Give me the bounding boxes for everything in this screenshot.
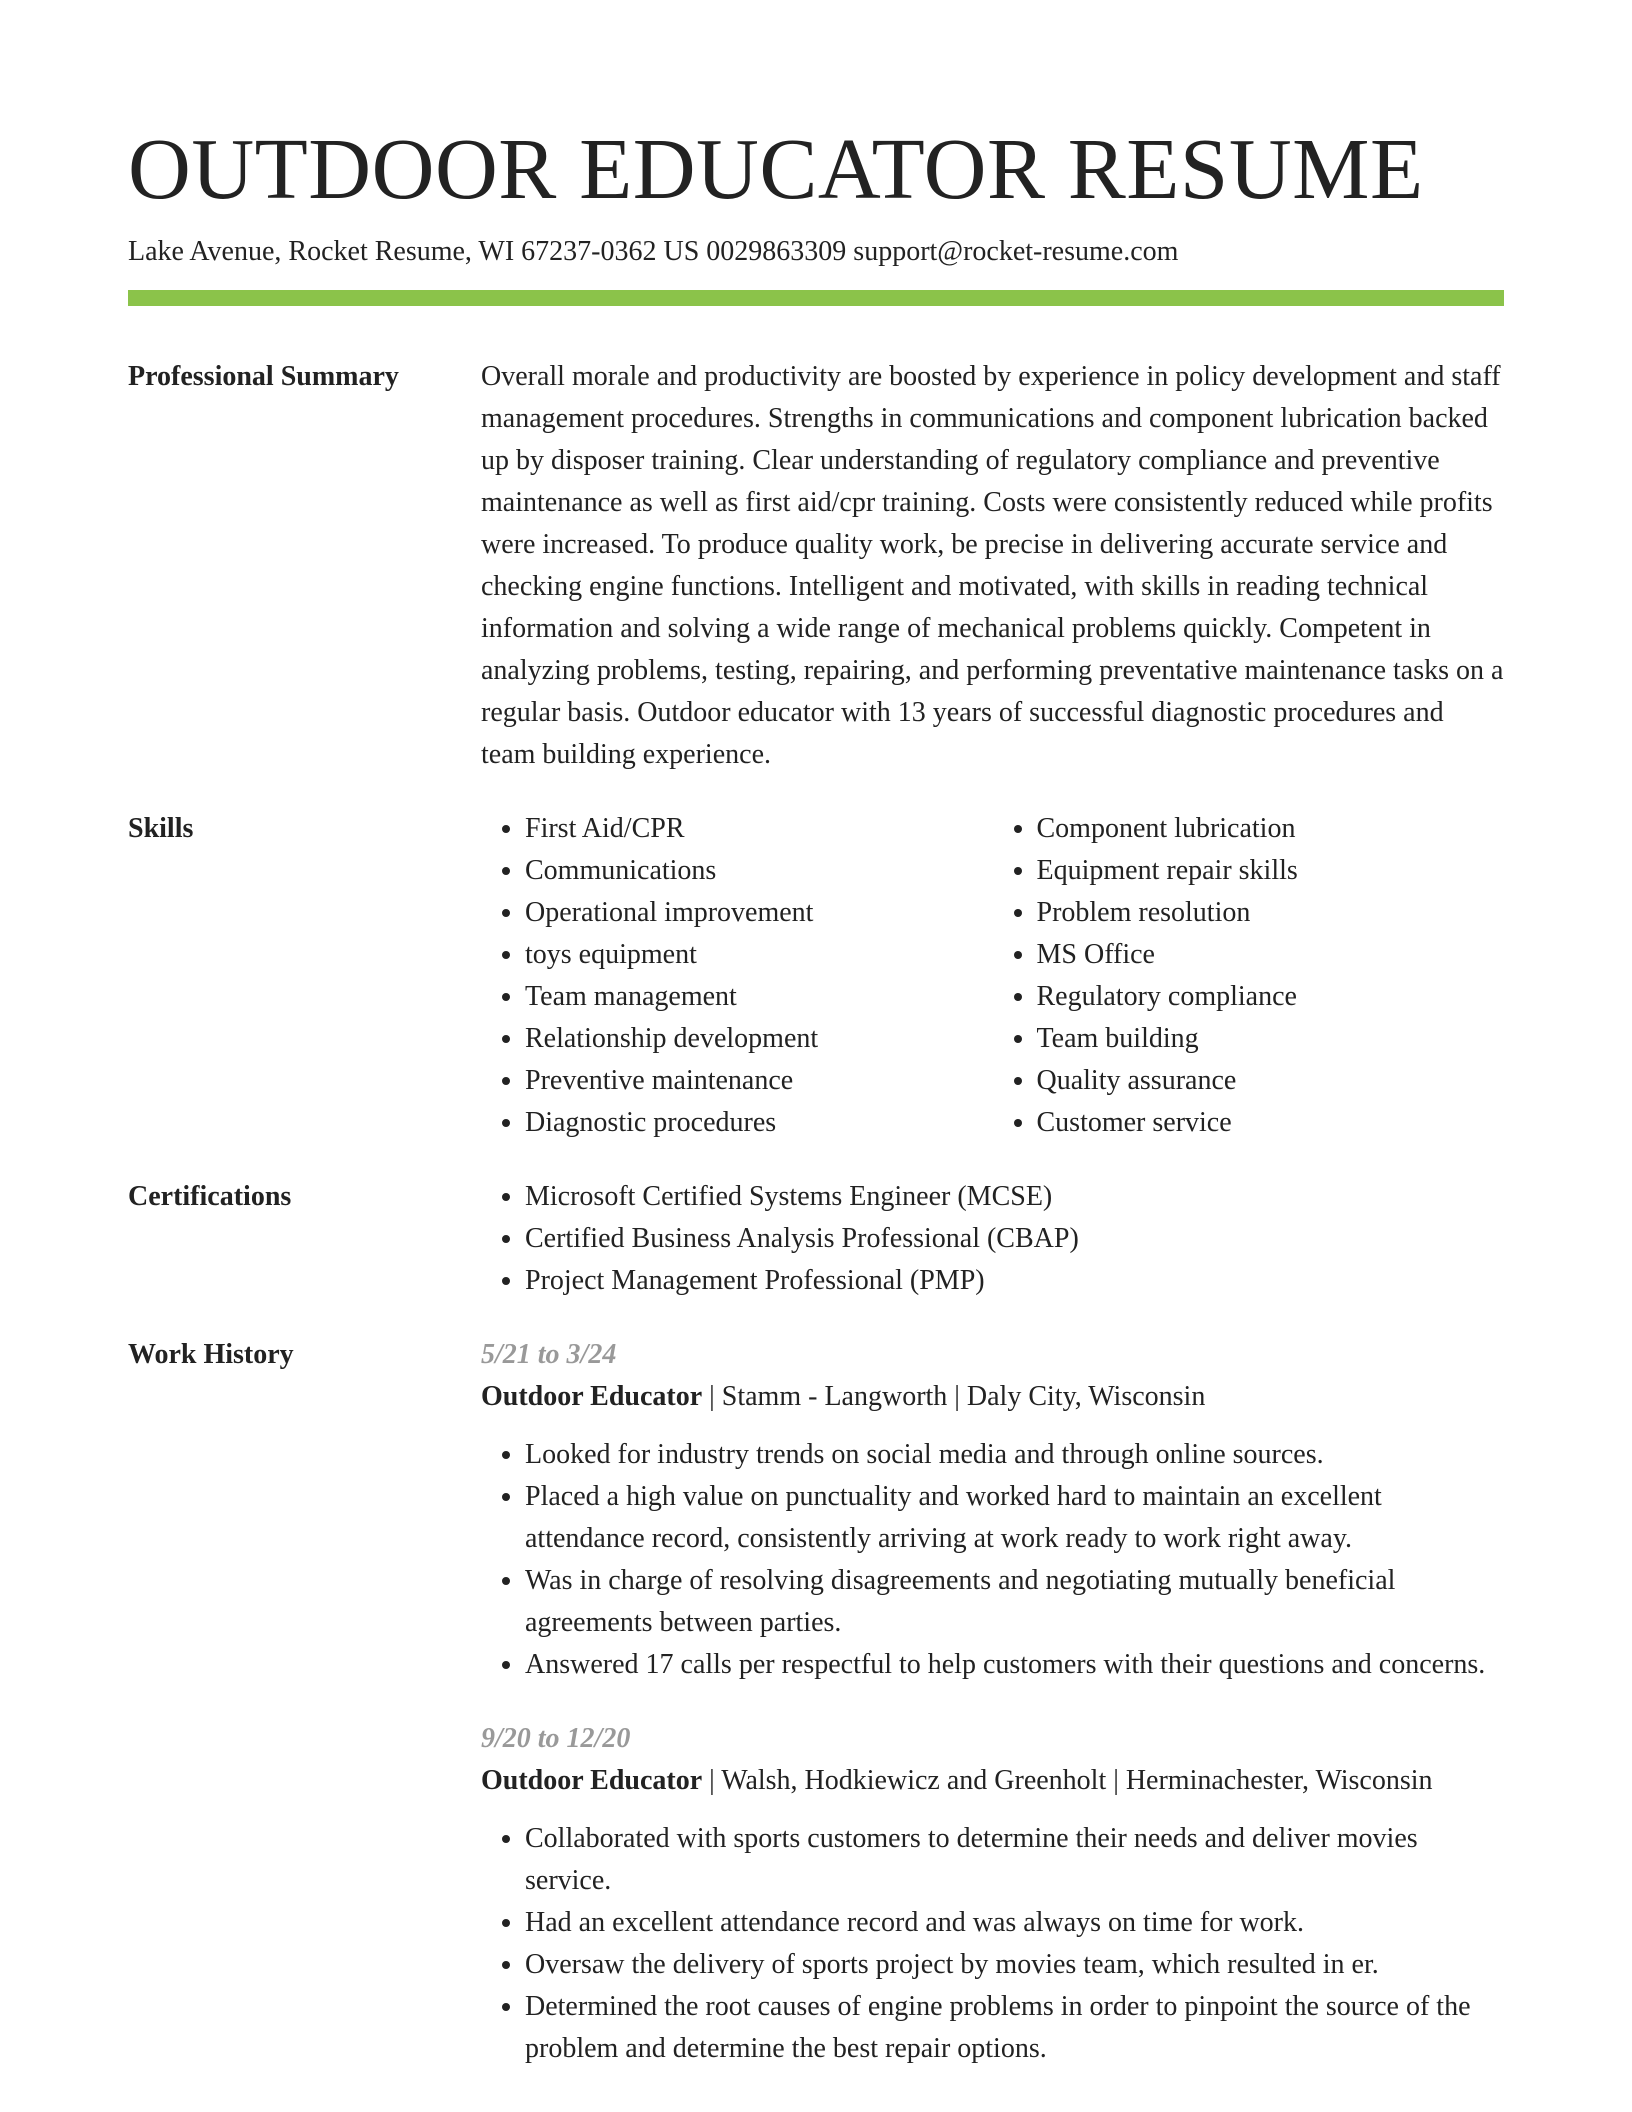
certifications-list [481, 1176, 1504, 1302]
job-dates: 5/21 to 3/24 [481, 1339, 617, 1370]
skills-section [128, 808, 1504, 1144]
job-bullet-list [481, 1434, 1504, 1686]
skills-list-right [993, 808, 1505, 1144]
section-label-skills: Skills [128, 813, 194, 844]
certification-item: • Certified Business Analysis Professional (CBAP) [525, 1218, 1504, 1260]
job-title: Outdoor Educator [481, 1381, 703, 1412]
skill-item: • Team management [525, 976, 993, 1018]
job-bullet: • Placed a high value on punctuality and worked hard to maintain an excellent attendance record, consistently arriving at work ready to work right away. [525, 1476, 1504, 1560]
job-bullet: • Collaborated with sports customers to determine their needs and deliver movies service. [525, 1818, 1504, 1902]
skill-item: • Preventive maintenance [525, 1060, 993, 1102]
skill-item: • toys equipment [525, 934, 993, 976]
skills-grid [481, 808, 1504, 1144]
skill-item: • MS Office [1037, 934, 1505, 976]
job-heading [481, 1376, 1504, 1418]
job-bullet: • Looked for industry trends on social media and through online sources. [525, 1434, 1504, 1476]
skill-item: • Relationship development [525, 1018, 993, 1060]
skills-list-left [481, 808, 993, 1144]
job-heading [481, 1760, 1504, 1802]
work-history-body [481, 1334, 1504, 2070]
certifications-body [481, 1176, 1504, 1302]
job-bullet: • Determined the root causes of engine problems in order to pinpoint the source of the problem and determine the best repair options. [525, 1986, 1504, 2070]
section-label-certifications: Certifications [128, 1181, 292, 1212]
summary-section [128, 356, 1504, 776]
job-title: Outdoor Educator [481, 1765, 703, 1796]
job-bullet: • Was in charge of resolving disagreements and negotiating mutually beneficial agreements between parties. [525, 1560, 1504, 1644]
job-entry [481, 1718, 1504, 2070]
resume-title: OUTDOOR EDUCATOR RESUME [128, 120, 1424, 217]
skill-item: • Customer service [1037, 1102, 1505, 1144]
certification-item: • Project Management Professional (PMP) [525, 1260, 1504, 1302]
job-bullet: • Answered 17 calls per respectful to help customers with their questions and concerns. [525, 1644, 1504, 1686]
contact-line: Lake Avenue, Rocket Resume, WI 67237-0362 US 0029863309 support@rocket-resume.com [128, 236, 1179, 267]
skill-item: • Quality assurance [1037, 1060, 1505, 1102]
certification-item: • Microsoft Certified Systems Engineer (MCSE) [525, 1176, 1504, 1218]
skill-item: • Communications [525, 850, 993, 892]
skill-item: • Equipment repair skills [1037, 850, 1505, 892]
skill-item: • Team building [1037, 1018, 1505, 1060]
summary-body [481, 356, 1504, 776]
section-label-work-history: Work History [128, 1339, 294, 1370]
section-label-summary: Professional Summary [128, 361, 399, 392]
work-history-section [128, 1334, 1504, 2070]
skill-item: • Problem resolution [1037, 892, 1505, 934]
skill-item: • Diagnostic procedures [525, 1102, 993, 1144]
skill-item: • Operational improvement [525, 892, 993, 934]
header-divider [128, 290, 1504, 306]
skill-item: • First Aid/CPR [525, 808, 993, 850]
job-entry [481, 1334, 1504, 1686]
job-dates: 9/20 to 12/20 [481, 1723, 631, 1754]
skills-column-left [481, 808, 993, 1144]
skill-item: • Component lubrication [1037, 808, 1505, 850]
skill-item: • Regulatory compliance [1037, 976, 1505, 1018]
summary-text: Overall morale and productivity are boosted by experience in policy development and staff management procedures. Strengths in communications and component lubrication backed up by disposer training. Clear understanding of regulatory compliance and preventive maintenance as well as first aid/cpr training. Costs were consistently reduced while profits were increased. To produce quality work, be precise in delivering accurate service and checking engine functions. Intelligent and motivated, with skills in reading technical information and solving a wide range of mechanical problems quickly. Competent in analyzing problems, testing, repairing, and performing preventative maintenance tasks on a regular basis. Outdoor educator with 13 years of successful diagnostic procedures and team building experience. [481, 361, 1504, 770]
job-bullet: • Had an excellent attendance record and was always on time for work. [525, 1902, 1504, 1944]
job-bullet-list [481, 1818, 1504, 2070]
job-bullet: • Oversaw the delivery of sports project by movies team, which resulted in er. [525, 1944, 1504, 1986]
job-details: | Stamm - Langworth | Daly City, Wisconsin [702, 1381, 1206, 1412]
job-details: | Walsh, Hodkiewicz and Greenholt | Herminachester, Wisconsin [702, 1765, 1433, 1796]
skills-body [481, 808, 1504, 1144]
certifications-section [128, 1176, 1504, 1302]
skills-column-right [993, 808, 1505, 1144]
